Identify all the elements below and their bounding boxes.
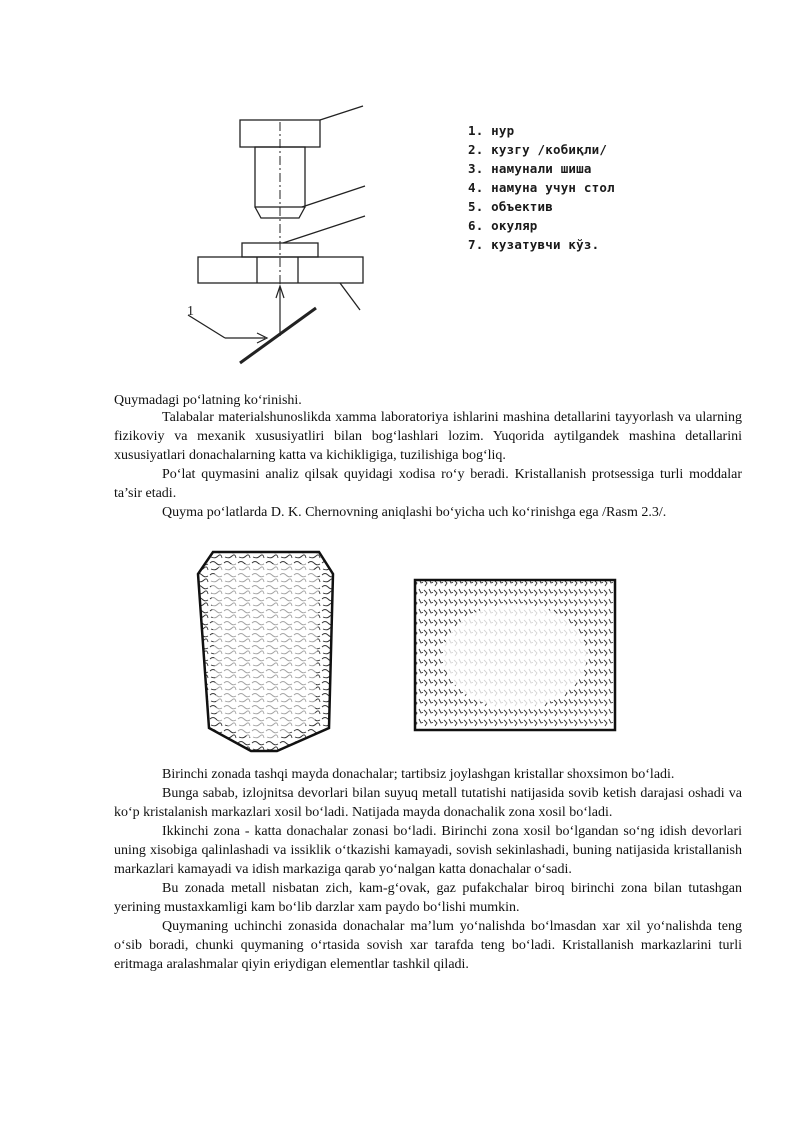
legend-item: 5. объектив [468,199,553,214]
legend-item: 2. кузгу /кобиқли/ [468,142,608,157]
figure-legend [468,121,668,254]
legend-item: 4. намуна учун стол [468,180,615,195]
paragraph: Birinchi zonada tashqi mayda donachalar; tartibsiz joylashgan kristallar shoxsimon bo‘ladi. [162,767,675,782]
text-block-bottom [114,765,742,974]
side-label: 1 [187,304,194,319]
paragraph: Po‘lat quymasini analiz qilsak quyidagi xodisa ro‘y beradi. Kristallanish protsessiga turli moddalar ta’sir etadi. [114,467,742,501]
paragraph: Quymaning uchinchi zonasida donachalar ma’lum yo‘nalishda bo‘lmasdan xar xil yo‘nalishda teng o‘sib boradi, chunki quymaning o‘rtasida sovish xar tarafda teng bo‘ladi. Kristallanish markazlarini turli eritmaga aralashmalar qiyin eriydigan elementlar tashkil qiladi. [114,919,742,972]
text-block-top [114,408,742,522]
legend-item: 1. нур [468,123,515,138]
paragraph: Quyma po‘latlarda D. K. Chernovning aniqlashi bo‘yicha uch ko‘rinishga ega /Rasm 2.3/. [162,505,667,520]
legend-item: 6. окуляр [468,218,538,233]
legend-item: 7. кузатувчи кўз. [468,237,600,252]
paragraph: Talabalar materialshunoslikda xamma laboratoriya ishlarini mashina detallarini tayyorlash va ularning fizikoviy va mexanik xususiyatliri bilan bog‘lashlari lozim. Yuqorida aytilgandek mashina detallarini xususiyatlari donachalarning katta va kichikligiga, tuzilishiga bog‘liq. [114,410,742,463]
legend-item: 3. намунали шиша [468,161,592,176]
paragraph: Bu zonada metall nisbatan zich, kam-g‘ovak, gaz pufakchalar biroq birinchi zona bilan tutashgan yerining mustaxkamligi kam bo‘lib darzlar xam paydo bo‘lishi mumkin. [114,881,742,915]
microscope-schematic [185,100,385,375]
figure-caption: Quymadagi po‘latning ko‘rinishi. [114,393,302,408]
paragraph: Ikkinchi zona - katta donachalar zonasi bo‘ladi. Birinchi zona xosil bo‘lgandan so‘ng idish devorlari uning xisobiga qalinlashadi va issiklik o‘tkazishi kamayadi, sovish sekinlashadi, buning natijasida kristallanish markazlari kamayadi va idish markaziga qarab yo‘nalgan katta donachalar o‘sadi. [114,824,742,877]
ingot-cross-section [413,578,618,733]
paragraph: Bunga sabab, izlojnitsa devorlari bilan suyuq metall tutatishi natijasida sovib ketish darajasi oshadi va ko‘p kristalanish markazlari xosil bo‘ladi. Natijada mayda donachalik zona xosil bo‘ladi. [114,786,742,820]
ingot-longitudinal-section [195,548,335,753]
